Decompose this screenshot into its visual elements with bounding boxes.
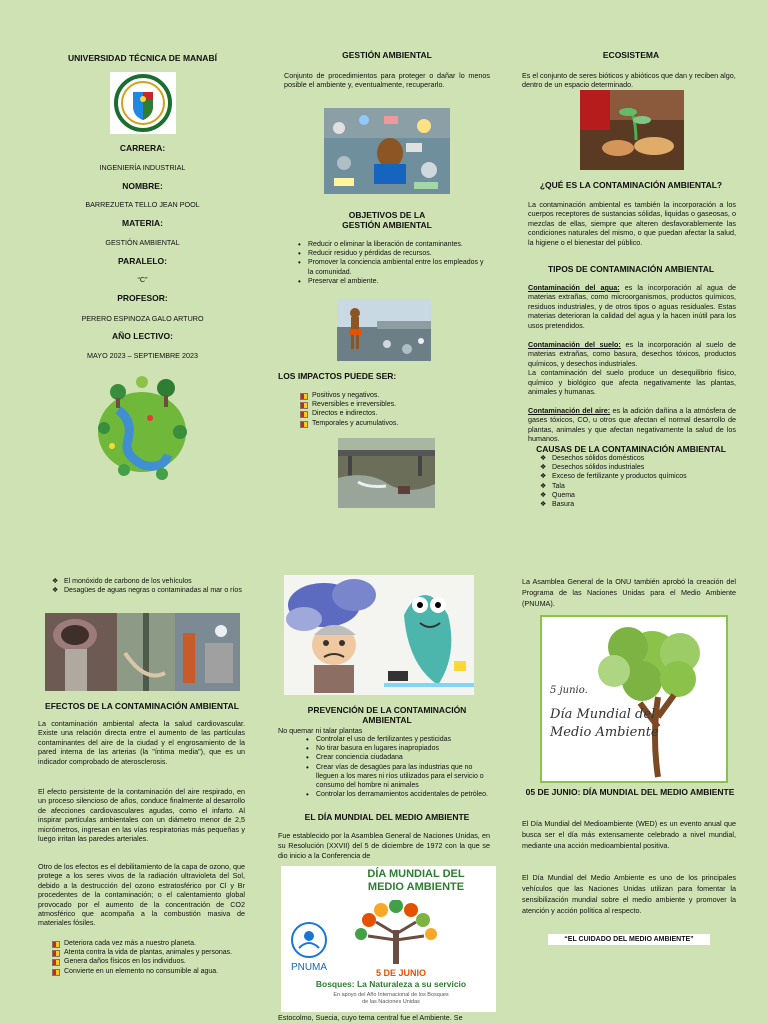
causas-list [540,454,730,509]
list-item: Positivos y negativos. [300,391,480,400]
list-item: • Reducir o eliminar la liberación de contaminantes. [296,240,486,249]
contaminated-river-photo [338,438,435,508]
junio-p2: El Día Mundial del Medio Ambiente es uno de los principales vehículos que las Naciones Unidas utilizan para fomentar la sensibilización mundial sobre el medio ambiente y promover la atención y acción política al respecto. [522,873,736,915]
aire-text: es la adición dañina a la atmósfera de gases tóxicos, CO, u otros que afectan el normal desarrollo de plantas, animales y que afectan negativamente la salud de los humanos. [528,406,736,444]
efectos-title: EFECTOS DE LA CONTAMINACIÓN AMBIENTAL [45,701,239,711]
junio-title: 05 DE JUNIO: DÍA MUNDIAL DEL MEDIO AMBIENTE [525,787,735,797]
objetivos-list [296,240,486,286]
suelo-text: es la incorporación al suelo de materias extrañas, como basura, desechos tóxicos, productos químicos, y desechos industriales. [528,340,736,368]
list-item: • Controlar los derramamientos accidentales de petróleo. [304,790,492,799]
suelo-label: Contaminación del suelo: [528,340,621,349]
anio-value: MAYO 2023 – SEPTIEMBRE 2023 [87,351,198,360]
list-item: Genera daños físicos en los individuos. [52,957,248,966]
materia-value: GESTIÓN AMBIENTAL [105,238,180,247]
list-item: • Crear vías de desagües para las industrias que no lleguen a los mares ni ríos utilizados para el servicio o consumo del hombre ni animales [304,763,492,791]
quote-banner: “EL CUIDADO DEL MEDIO AMBIENTE” [548,934,710,945]
dia-mundial-continuation: Estocolmo, Suecia, cuyo tema central fue el Ambiente. Se [278,1013,463,1022]
card-line-1: 5 junio. [550,685,588,696]
list-item: Reversibles e irreversibles. [300,400,480,409]
gestion-title: GESTIÓN AMBIENTAL [342,50,432,60]
que-es-title: ¿QUÉ ES LA CONTAMINACIÓN AMBIENTAL? [539,180,723,190]
efectos-list [52,939,248,976]
agua-text: es la incorporación al agua de materias extrañas, como microorganismos, productos químicos, residuos industriales, y de otros tipos o aguas residuales. Estas materias deterioran la calidad del agua y la hacen inútil para los usos pretendidos. [528,283,736,330]
list-item: • No tirar basura en lugares inapropiados [304,744,492,753]
environment-day-poster [281,866,496,1012]
earth-illustration [88,370,196,488]
aire-label: Contaminación del aire: [528,406,611,415]
environment-day-card [540,615,728,783]
prevencion-list [304,735,492,799]
sick-man-cartoon [284,575,384,695]
carrera-value: INGENIERÍA INDUSTRIAL [99,163,186,172]
card-line-3: Medio Ambiente [550,725,659,740]
list-item: ❖ Basura [540,500,730,509]
poster-slogan: Bosques: La Naturaleza a su servicio [315,979,467,989]
tipos-title: TIPOS DE CONTAMINACIÓN AMBIENTAL [547,264,715,274]
list-item: ❖ Quema [540,491,730,500]
child-polluted-water-photo [337,299,431,361]
pipes-pollution-photo [45,613,240,691]
list-item: • Reducir residuo y pérdidas de recursos. [296,249,486,258]
profesor-label: PROFESOR: [117,293,168,303]
list-item: Deteriora cada vez más a nuestro planeta. [52,939,248,948]
que-es-text: La contaminación ambiental es también la incorporación a los cuerpos receptores de sustancias sólidas, liquidas o gaseosas, o mezclas de ellas, siempre que alteren desfavorablemente las condiciones naturales del mismo, o que puedan afectar la salud, la higiene o el bienestar del público. [528,200,736,247]
nombre-value: BARREZUETA TELLO JEAN POOL [85,200,200,209]
prevencion-title: PREVENCIÓN DE LA CONTAMINACIÓN AMBIENTAL [307,705,467,725]
paralelo-value: “C” [137,275,148,284]
agua-paragraph [528,283,736,330]
carrera-label: CARRERA: [119,143,166,153]
poster-small-2: de las Naciones Unidas [362,999,420,1005]
efectos-p2: El efecto persistente de la contaminación del aire respirado, en un proceso silencioso de años, conduce finalmente al desarrollo de afecciones cardiovasculares agudas, como el infarto. Al inspirar partículas ambientales con un diámetro menor de 2,5 micrómetros, ingresan en las vías respiratorias más pequeñas y luego irritan las paredes arteriales. [38,787,245,844]
anio-label: AÑO LECTIVO: [112,331,173,341]
aire-paragraph [528,406,736,444]
list-item: • Preservar el ambiente. [296,277,486,286]
list-item: ❖ Desechos sólidos domésticos [540,454,730,463]
impactos-title: LOS IMPACTOS PUEDE SER: [278,371,397,381]
pollution-photo [324,108,450,194]
list-item: ❖ Exceso de fertilizante y productos químicos [540,472,730,481]
poster-title-2: MEDIO AMBIENTE [367,881,465,893]
fish-cartoon [384,575,474,695]
university-logo [110,72,176,134]
list-item: Temporales y acumulativos. [300,419,480,428]
poster-date: 5 DE JUNIO [375,968,426,978]
paralelo-label: PARALELO: [118,256,167,266]
nombre-label: NOMBRE: [122,181,163,191]
suelo-text-2: La contaminación del suelo produce un desequilibrio físico, químico y biológico que afecta negativamente las plantas, animales y humanas. [528,368,736,397]
ecosistema-title: ECOSISTEMA [602,50,660,60]
list-item: • Crear conciencia ciudadana [304,753,492,762]
profesor-value: PERERO ESPINOZA GALO ARTURO [81,314,204,323]
list-item: ❖ Desechos sólidos industriales [540,463,730,472]
poster-small-1: En apoyo del Año Internacional de los Bosques [333,992,449,998]
dia-mundial-title: EL DÍA MUNDIAL DEL MEDIO AMBIENTE [304,812,470,822]
list-item: Directos e indirectos. [300,409,480,418]
causas-title: CAUSAS DE LA CONTAMINACIÓN AMBIENTAL [536,444,726,454]
impactos-list [300,391,480,428]
list-item: Convierte en un elemento no consumible al agua. [52,967,248,976]
list-item: Atenta contra la vida de plantas, animales y personas. [52,948,248,957]
university-title: UNIVERSIDAD TÉCNICA DE MANABÍ [68,53,217,63]
pnuma-label: PNUMA [290,962,328,973]
list-item: ❖ Tala [540,482,730,491]
ecosistema-intro: Es el conjunto de seres bióticos y abióticos que dan y reciben algo, dentro de un espacio determinado. [522,71,736,90]
list-item: ❖ El monóxido de carbono de los vehículos [52,577,242,586]
gestion-intro: Conjunto de procedimientos para proteger o dañar lo menos posible el ambiente y, eventualmente, recuperarlo. [284,71,490,90]
efectos-p1: La contaminación ambiental afecta la salud cardiovascular. Existe una relación directa entre el aumento de las partículas contaminantes del aire de la ciudad y el engrosamiento de la pared interna de las arterias (la "íntima media"), que es un indicador comprobado de aterosclerosis. [38,719,245,766]
dia-mundial-text: Fue establecido por la Asamblea General de Naciones Unidas, en su Resolución (XXVII) del 5 de diciembre de 1972 con la que se dio inicio a la Conferencia de [278,831,490,860]
no-talar-text: No quemar ni talar plantas [278,726,363,735]
tree-illustration [351,900,441,964]
poster-title-1: DÍA MUNDIAL DEL [367,868,465,880]
suelo-paragraph [528,340,736,396]
objetivos-title-2: GESTIÓN AMBIENTAL [342,220,432,230]
hands-planting-photo [580,90,684,170]
objetivos-title-1: OBJETIVOS DE LA [348,210,426,220]
onu-text: La Asamblea General de la ONU también aprobó la creación del Programa de las Naciones Unidas para el Medio Ambiente (PNUMA). [522,577,736,608]
list-item: • Promover la conciencia ambiental entre los empleados y la comunidad. [296,258,486,276]
pnuma-logo-icon [287,918,331,962]
efectos-p3: Otro de los efectos es el debilitamiento de la capa de ozono, que protege a los seres vivos de la radiación ultravioleta del Sol, debido a la destrucción del ozono estratosférico por Cl y Br procedentes de la contaminación; o el calentamiento global provocado por el aumento de la concentración de CO2 atmosférico que acompaña a la combustión masiva de materiales fósiles. [38,862,245,928]
list-item: • Controlar el uso de fertilizantes y pesticidas [304,735,492,744]
card-line-2: Día Mundial del [550,707,656,722]
agua-label: Contaminación del agua: [528,283,620,292]
causas-extra-list [52,577,242,595]
list-item: ❖ Desagües de aguas negras o contaminadas al mar o ríos [52,586,242,595]
materia-label: MATERIA: [122,218,163,228]
junio-p1: El Día Mundial del Medioambiente (WED) es un evento anual que busca ser el día más extensamente celebrado a nivel mundial, mediante una acción medioambiental positiva. [522,819,736,850]
